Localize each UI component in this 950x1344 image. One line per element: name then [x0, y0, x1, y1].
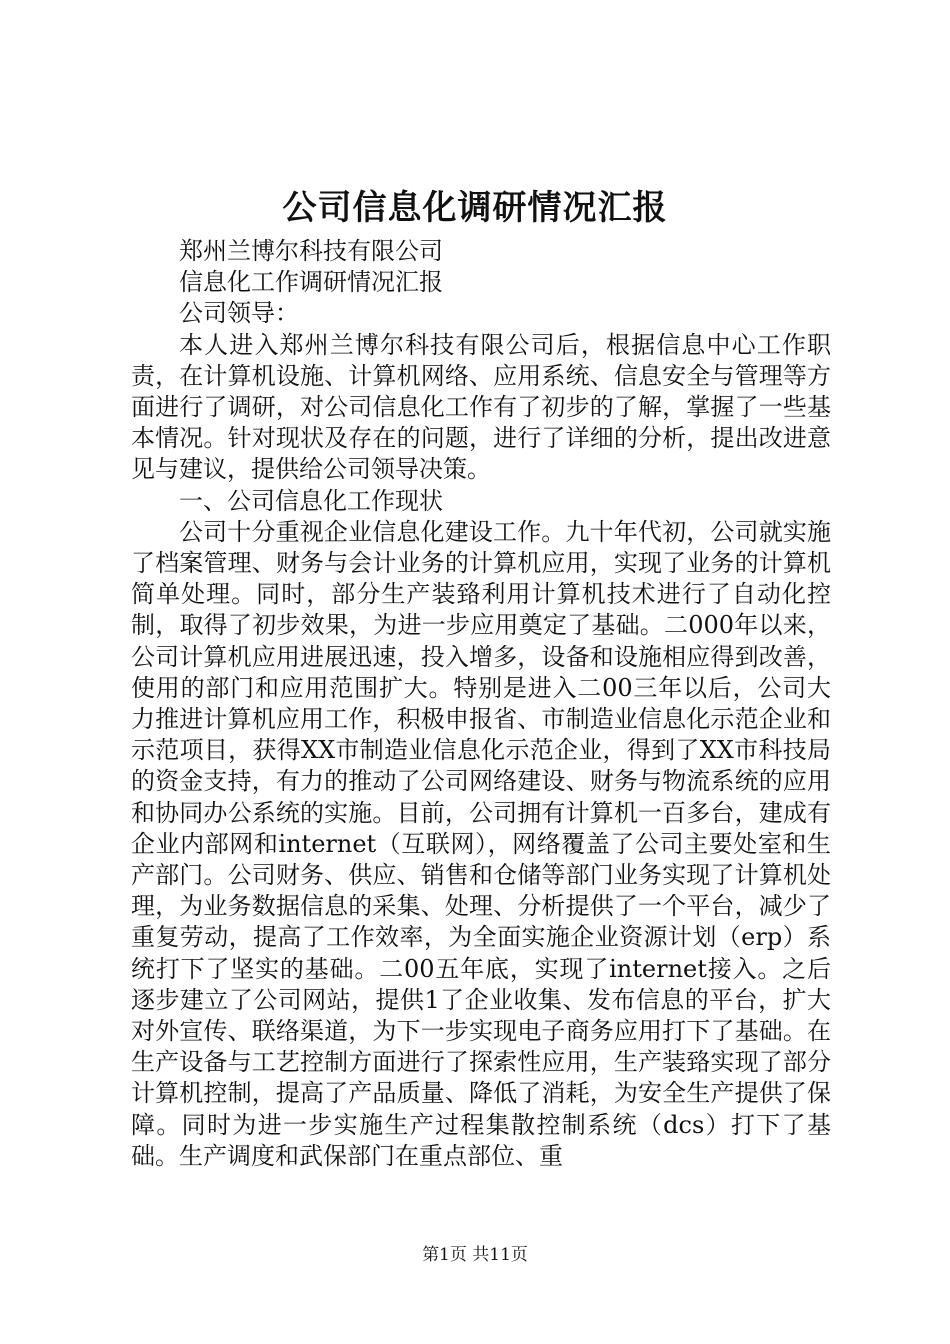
section-heading: 一、公司信息化工作现状 [179, 486, 443, 515]
report-subtitle-line: 信息化工作调研情况汇报 [179, 268, 443, 297]
status-paragraph: 公司十分重视企业信息化建设工作。九十年代初，公司就实施了档案管理、财务与会计业务的计算机应用，实现了业务的计算机简单处理。同时，部分生产装臵利用计算机技术进行了自动化控制，取得了初步效果，为进一步应用奠定了基础。二000年以来，公司计算机应用进展迅速，投入增多，设备和设施相应得到改善，使用的部门和应用范围扩大。特别是进入二00三年以后，公司大力推进计算机应用工作，积极申报省、市制造业信息化示范企业和示范项目，获得XX市制造业信息化示范企业，得到了XX市科技局的资金支持，有力的推动了公司网络建设、财务与物流系统的应用和协同办公系统的实施。目前，公司拥有计算机一百多台，建成有企业内部网和internet（互联网），网络覆盖了公司主要处室和生产部门。公司财务、供应、销售和仓储等部门业务实现了计算机处理，为业务数据信息的采集、处理、分析提供了一个平台，减少了重复劳动，提高了工作效率，为全面实施企业资源计划（erp）系统打下了坚实的基础。二00五年底，实现了internet接入。之后逐步建立了公司网站，提供1了企业收集、发布信息的平台，扩大对外宣传、联络渠道，为下一步实现电子商务应用打下了基础。在生产设备与工艺控制方面进行了探索性应用，生产装臵实现了部分计算机控制，提高了产品质量、降低了消耗，为安全生产提供了保障。同时为进一步实施生产过程集散控制系统（dcs）打下了基础。生产调度和武保部门在重点部位、重 [131, 517, 831, 1170]
page-footer: 第1页 共11页 [422, 1245, 528, 1265]
document-title: 公司信息化调研情况汇报 [282, 188, 668, 228]
intro-paragraph: 本人进入郑州兰博尔科技有限公司后，根据信息中心工作职责，在计算机设施、计算机网络、应用系统、信息安全与管理等方面进行了调研，对公司信息化工作有了初步的了解，掌握了一些基本情况。针对现状及存在的问题，进行了详细的分析，提出改进意见与建议，提供给公司领导决策。 [131, 330, 831, 484]
company-name-line: 郑州兰博尔科技有限公司 [179, 237, 443, 265]
document-body [131, 236, 831, 1172]
salutation-line: 公司领导： [179, 299, 299, 328]
